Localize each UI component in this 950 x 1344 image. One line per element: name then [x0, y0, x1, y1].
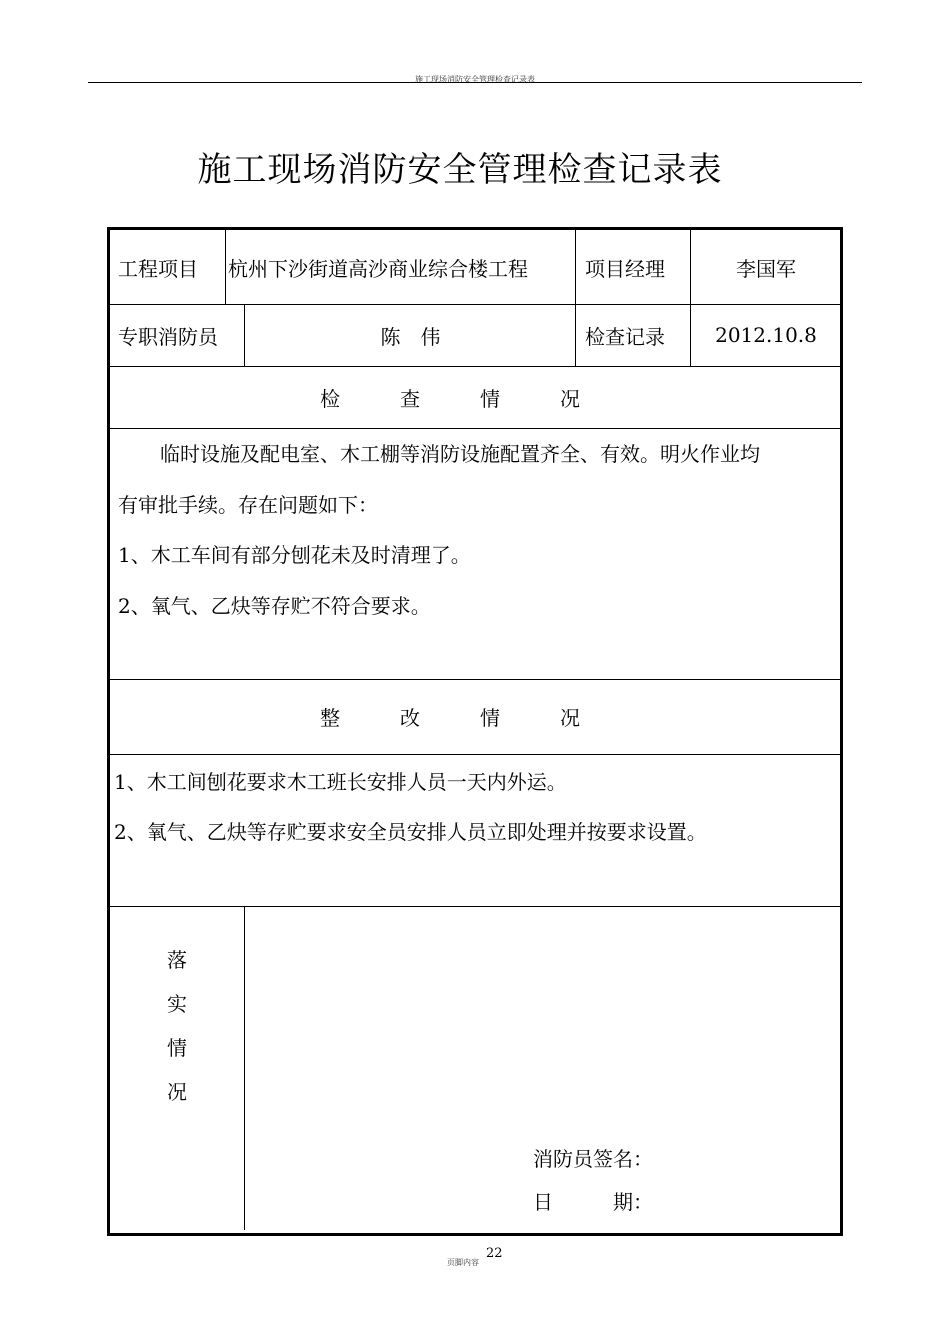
- officer-label: 专职消防员: [118, 324, 218, 349]
- project-label: 工程项目: [118, 256, 198, 281]
- manager-label: 项目经理: [585, 256, 665, 281]
- inspection-line: 临时设施及配电室、木工棚等消防设施配置齐全、有效。明火作业均: [160, 442, 760, 466]
- rectification-heading: 整 改 情 况: [320, 706, 580, 730]
- implementation-label-char: 实: [167, 992, 187, 1016]
- column-divider: [575, 230, 576, 366]
- page-number: 22: [486, 1246, 503, 1261]
- inspection-line: 2、氧气、乙炔等存贮不符合要求。: [118, 594, 431, 618]
- record-date: 2012.10.8: [715, 323, 817, 347]
- date-label: 日 期：: [533, 1190, 653, 1214]
- page-header: 施工现场消防安全管理检查记录表: [415, 75, 535, 84]
- inspection-heading: 检 查 情 况: [320, 386, 580, 411]
- implementation-label-char: 落: [167, 948, 187, 972]
- header-rule: [88, 82, 862, 83]
- column-divider: [244, 304, 245, 366]
- record-label: 检查记录: [585, 324, 665, 349]
- signature-label: 消防员签名：: [533, 1147, 653, 1171]
- manager-value: 李国军: [736, 256, 796, 281]
- implementation-label-char: 况: [167, 1080, 187, 1104]
- rectification-line: 2、氧气、乙炔等存贮要求安全员安排人员立即处理并按要求设置。: [114, 820, 707, 844]
- column-divider: [225, 230, 226, 304]
- row-divider: [110, 754, 840, 755]
- implementation-label-char: 情: [167, 1036, 187, 1060]
- page-title: 施工现场消防安全管理检查记录表: [197, 150, 723, 190]
- row-divider: [110, 906, 840, 907]
- column-divider: [690, 230, 691, 366]
- inspection-line: 1、木工车间有部分刨花未及时清理了。: [118, 543, 471, 567]
- column-divider: [244, 906, 245, 1230]
- project-value: 杭州下沙街道高沙商业综合楼工程: [228, 256, 528, 281]
- officer-value: 陈 伟: [380, 324, 441, 349]
- page-footer: 页脚内容: [447, 1258, 479, 1267]
- inspection-line: 有审批手续。存在问题如下：: [118, 493, 378, 517]
- rectification-line: 1、木工间刨花要求木工班长安排人员一天内外运。: [114, 770, 567, 794]
- row-divider: [110, 428, 840, 429]
